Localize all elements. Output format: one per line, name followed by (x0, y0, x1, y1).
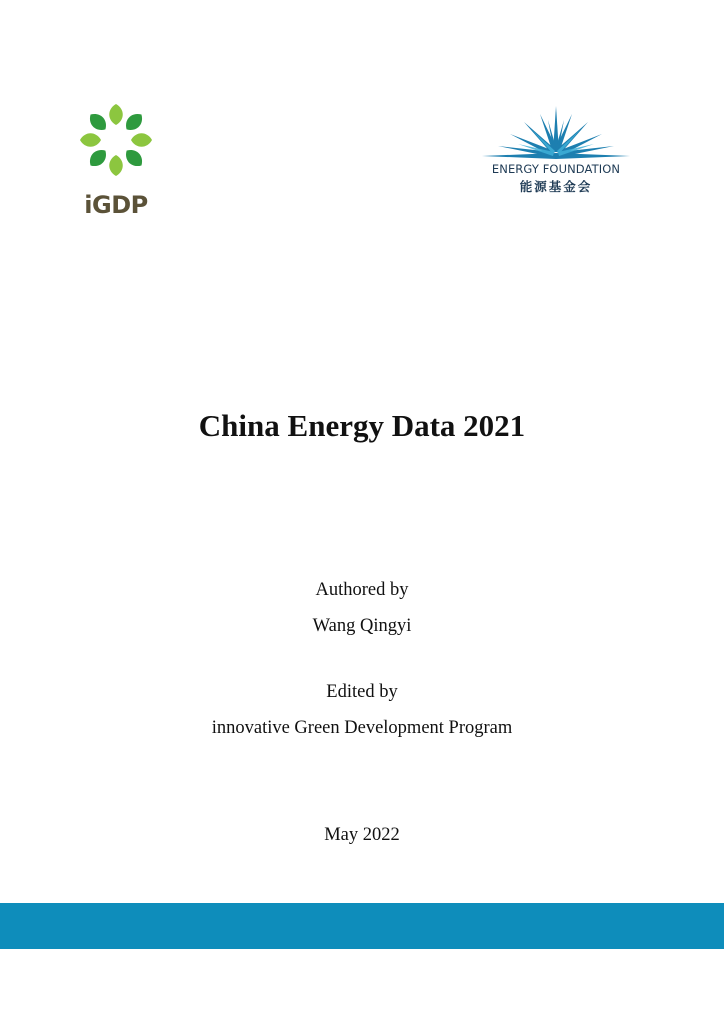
edited-by-label: Edited by (326, 682, 398, 702)
publication-date: May 2022 (324, 825, 400, 845)
leaf-ring-icon (76, 100, 156, 180)
footer-band (0, 903, 724, 949)
authored-by-label: Authored by (315, 580, 409, 600)
author-name: Wang Qingyi (312, 616, 412, 636)
energy-foundation-chinese: 能源基金会 (519, 179, 593, 194)
energy-foundation-english: ENERGY FOUNDATION (491, 162, 621, 176)
editor-name: innovative Green Development Program (211, 718, 513, 738)
igdp-wordmark: iGDP (84, 191, 148, 219)
starburst-icon (476, 104, 636, 162)
energy-foundation-logo (476, 104, 636, 200)
document-title: China Energy Data 2021 (198, 408, 526, 443)
igdp-logo (70, 100, 162, 222)
